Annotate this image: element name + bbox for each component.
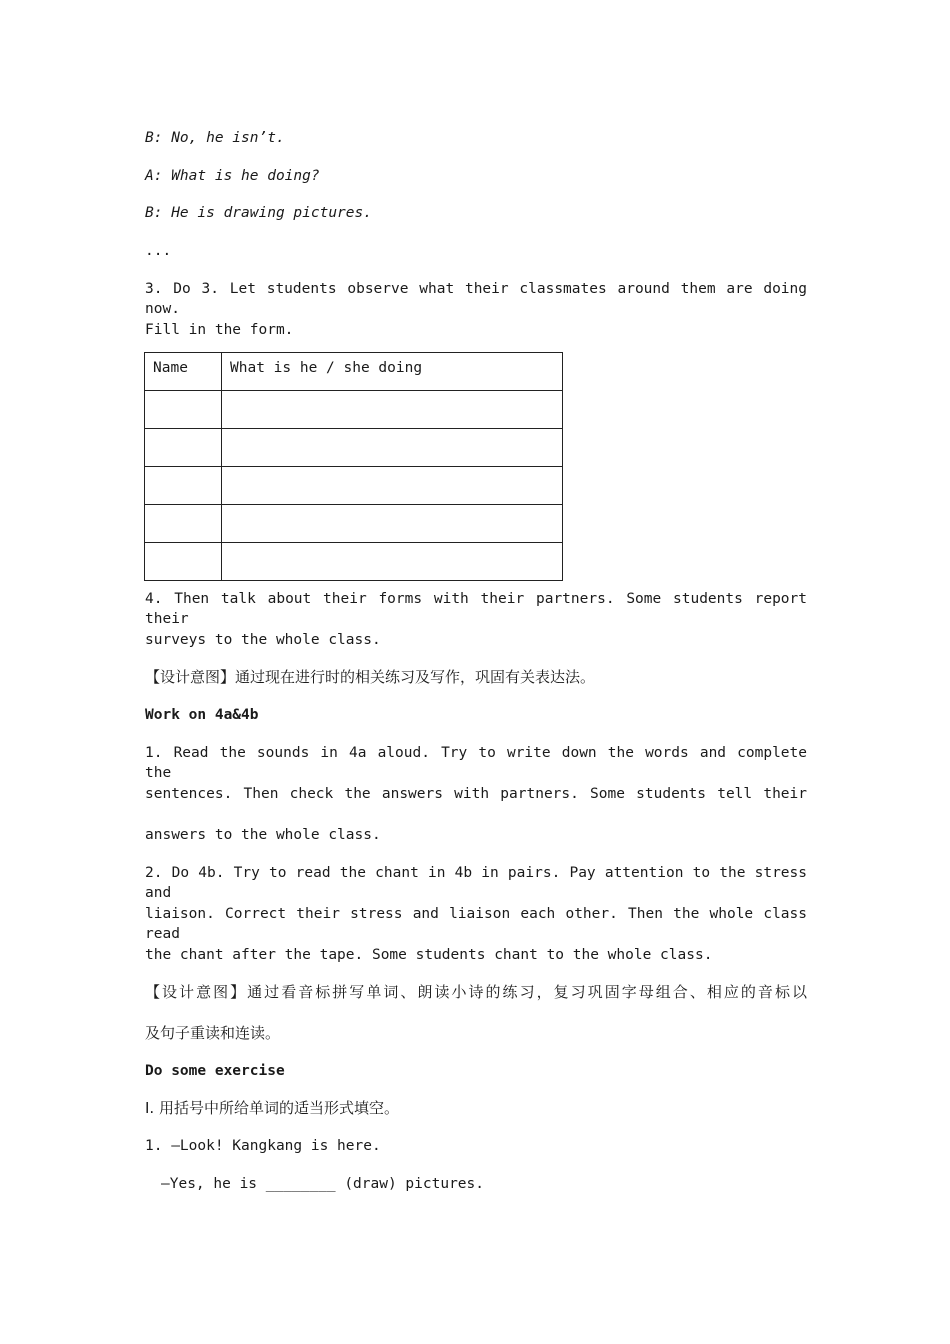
table-header-row [145, 353, 563, 391]
dialogue-line: A: What is he doing? [145, 168, 320, 184]
table-cell [222, 467, 563, 505]
table-cell [222, 429, 563, 467]
design-intent-note: 及句子重读和连读。 [145, 1024, 281, 1042]
table-row [145, 391, 563, 429]
dialogue-line: B: No, he isn’t. [145, 130, 285, 146]
item1-line: answers to the whole class. [145, 827, 381, 843]
answer-line: —Yes, he is ________ (draw) pictures. [161, 1176, 485, 1192]
item2-line: 2. Do 4b. Try to read the chant in 4b in pairs. Pay attention to the stress and [145, 865, 807, 901]
table-cell [145, 543, 222, 581]
table-cell [222, 543, 563, 581]
item1-line: sentences. Then check the answers with partners. Some students tell their [145, 786, 807, 802]
question-line: 1. —Look! Kangkang is here. [145, 1138, 381, 1154]
step3-line: Fill in the form. [145, 322, 294, 338]
item1-line: 1. Read the sounds in 4a aloud. Try to write down the words and complete the [145, 745, 807, 781]
section-heading: Do some exercise [145, 1063, 285, 1079]
table-row [145, 467, 563, 505]
step3-line: 3. Do 3. Let students observe what their classmates around them are doing now. [145, 281, 807, 317]
table-row [145, 543, 563, 581]
table-row [145, 505, 563, 543]
table-cell [222, 391, 563, 429]
step4-line: surveys to the whole class. [145, 632, 381, 648]
survey-form [144, 352, 563, 581]
header-name: Name [145, 353, 222, 391]
section-heading: Work on 4a&4b [145, 707, 259, 723]
item2-line: the chant after the tape. Some students chant to the whole class. [145, 947, 713, 963]
item2-line: liaison. Correct their stress and liaison each other. Then the whole class read [145, 906, 807, 942]
header-activity: What is he / she doing [222, 353, 563, 391]
table-cell [145, 505, 222, 543]
design-intent-note: 【设计意图】通过看音标拼写单词、朗读小诗的练习，复习巩固字母组合、相应的音标以 [145, 983, 807, 1001]
exercise-instruction: I. 用括号中所给单词的适当形式填空。 [145, 1099, 399, 1117]
table-cell [145, 391, 222, 429]
dialogue-line: B: He is drawing pictures. [145, 205, 372, 221]
table-cell [222, 505, 563, 543]
design-intent-note: 【设计意图】通过现在进行时的相关练习及写作，巩固有关表达法。 [145, 668, 596, 686]
ellipsis: ... [145, 243, 172, 259]
table-row [145, 429, 563, 467]
table-cell [145, 467, 222, 505]
table-cell [145, 429, 222, 467]
step4-line: 4. Then talk about their forms with their partners. Some students report their [145, 591, 807, 627]
